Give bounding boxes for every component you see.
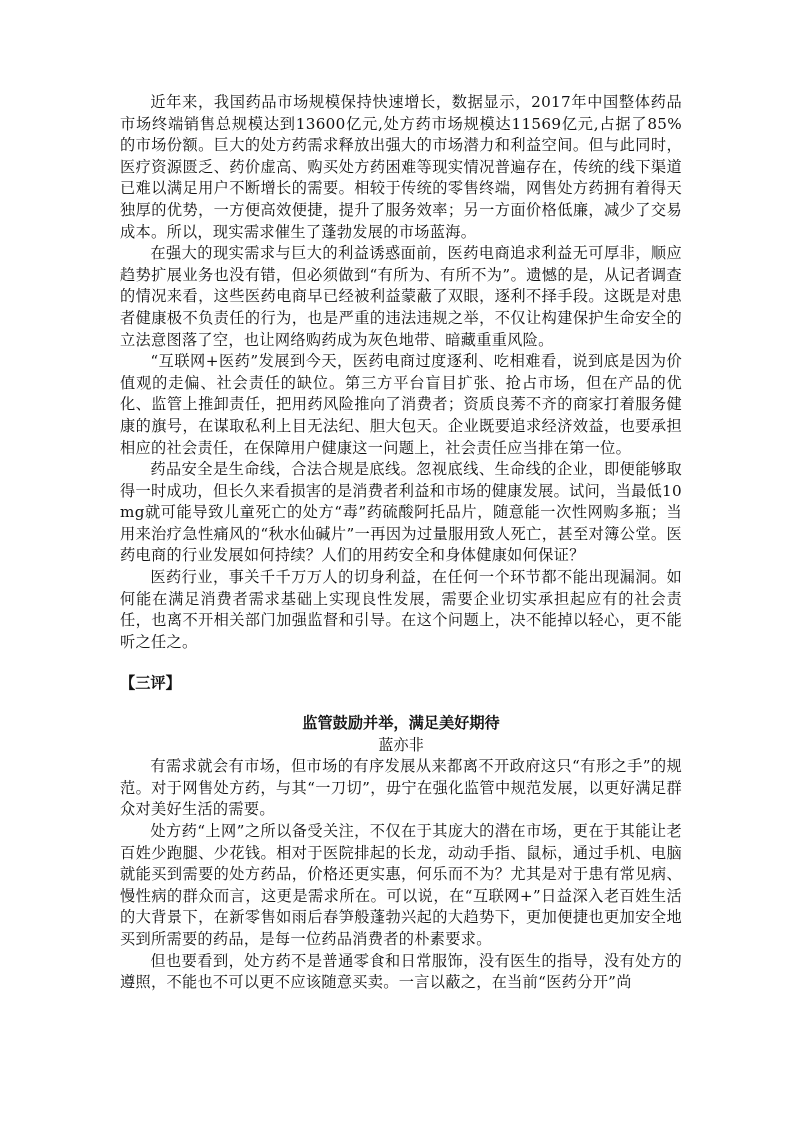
section-label: 【三评】	[120, 674, 181, 693]
paragraph: 医药行业，事关千千万万人的切身利益，在任何一个环节都不能出现漏洞。如何能在满足消费者需求基础上实现良性发展，需要企业切实承担起应有的社会责任，也离不开相关部门加强监督和引导。在这个问题上，决不能掉以轻心，更不能听之任之。	[120, 568, 682, 651]
article-author: 蓝亦非	[378, 735, 424, 754]
spacer	[120, 653, 682, 673]
document-body	[120, 92, 682, 994]
paragraph: 有需求就会有市场，但市场的有序发展从来都离不开政府这只“有形之手”的规范。对于网售处方药，与其“一刀切”，毋宁在强化监管中规范发展，以更好满足群众对美好生活的需要。	[120, 757, 682, 819]
paragraph: 药品安全是生命线，合法合规是底线。忽视底线、生命线的企业，即便能够取得一时成功，但长久来看损害的是消费者利益和市场的健康发展。试问，当最低10mg就可能导致儿童死亡的处方“毒”药硫酸阿托品片，随意能一次性网购多瓶；当用来治疗急性痛风的“秋水仙碱片”一再因为过量服用致人死亡，甚至对簿公堂。医药电商的行业发展如何持续？人们的用药安全和身体健康如何保证？	[120, 460, 682, 565]
article-title: 监管鼓励并举，满足美好期待	[302, 714, 500, 733]
paragraph: 近年来，我国药品市场规模保持快速增长，数据显示，2017年中国整体药品市场终端销售总规模达到13600亿元,处方药市场规模达11569亿元,占据了85%的市场份额。巨大的处方药需求释放出强大的市场潜力和利益空间。但与此同时，医疗资源匮乏、药价虚高、购买处方药困难等现实情况普遍存在，传统的线下渠道已难以满足用户不断增长的需要。相较于传统的零售终端，网售处方药拥有着得天独厚的优势，一方便高效便捷，提升了服务效率；另一方面价格低廉，减少了交易成本。所以，现实需求催生了蓬勃发展的市场蓝海。	[120, 93, 682, 241]
paragraph: 处方药“上网”之所以备受关注，不仅在于其庞大的潜在市场，更在于其能让老百姓少跑腿、少花钱。相对于医院排起的长龙，动动手指、鼠标，通过手机、电脑就能买到需要的处方药品，价格还更实惠，何乐而不为？尤其是对于患有常见病、慢性病的群众而言，这更是需求所在。可以说，在“互联网+”日益深入老百姓生活的大背景下，在新零售如雨后春笋般蓬勃兴起的大趋势下，更加便捷也更加安全地买到所需要的药品，是每一位药品消费者的朴素要求。	[120, 822, 682, 948]
paragraph: 但也要看到，处方药不是普通零食和日常服饰，没有医生的指导，没有处方的遵照，不能也不可以更不应该随意买卖。一言以蔽之，在当前“医药分开”尚	[120, 951, 682, 992]
paragraph: “互联网+医药”发展到今天，医药电商过度逐利、吃相难看，说到底是因为价值观的走偏、社会责任的缺位。第三方平台盲目扩张、抢占市场，但在产品的优化、监管上推卸责任，把用药风险推向了消费者；资质良莠不齐的商家打着服务健康的旗号，在谋取私利上目无法纪、胆大包天。企业既要追求经济效益，也要承担相应的社会责任，在保障用户健康这一问题上，社会责任应当排在第一位。	[120, 352, 682, 457]
spacer	[120, 695, 682, 713]
paragraph: 在强大的现实需求与巨大的利益诱惑面前，医药电商追求利益无可厚非，顺应趋势扩展业务也没有错，但必须做到“有所为、有所不为”。遗憾的是，从记者调查的情况来看，这些医药电商早已经被利益蒙蔽了双眼，逐利不择手段。这既是对患者健康极不负责任的行为，也是严重的违法违规之举，不仅让构建保护生命安全的立法意图落了空，也让网络购药成为灰色地带、暗藏重重风险。	[120, 244, 682, 349]
